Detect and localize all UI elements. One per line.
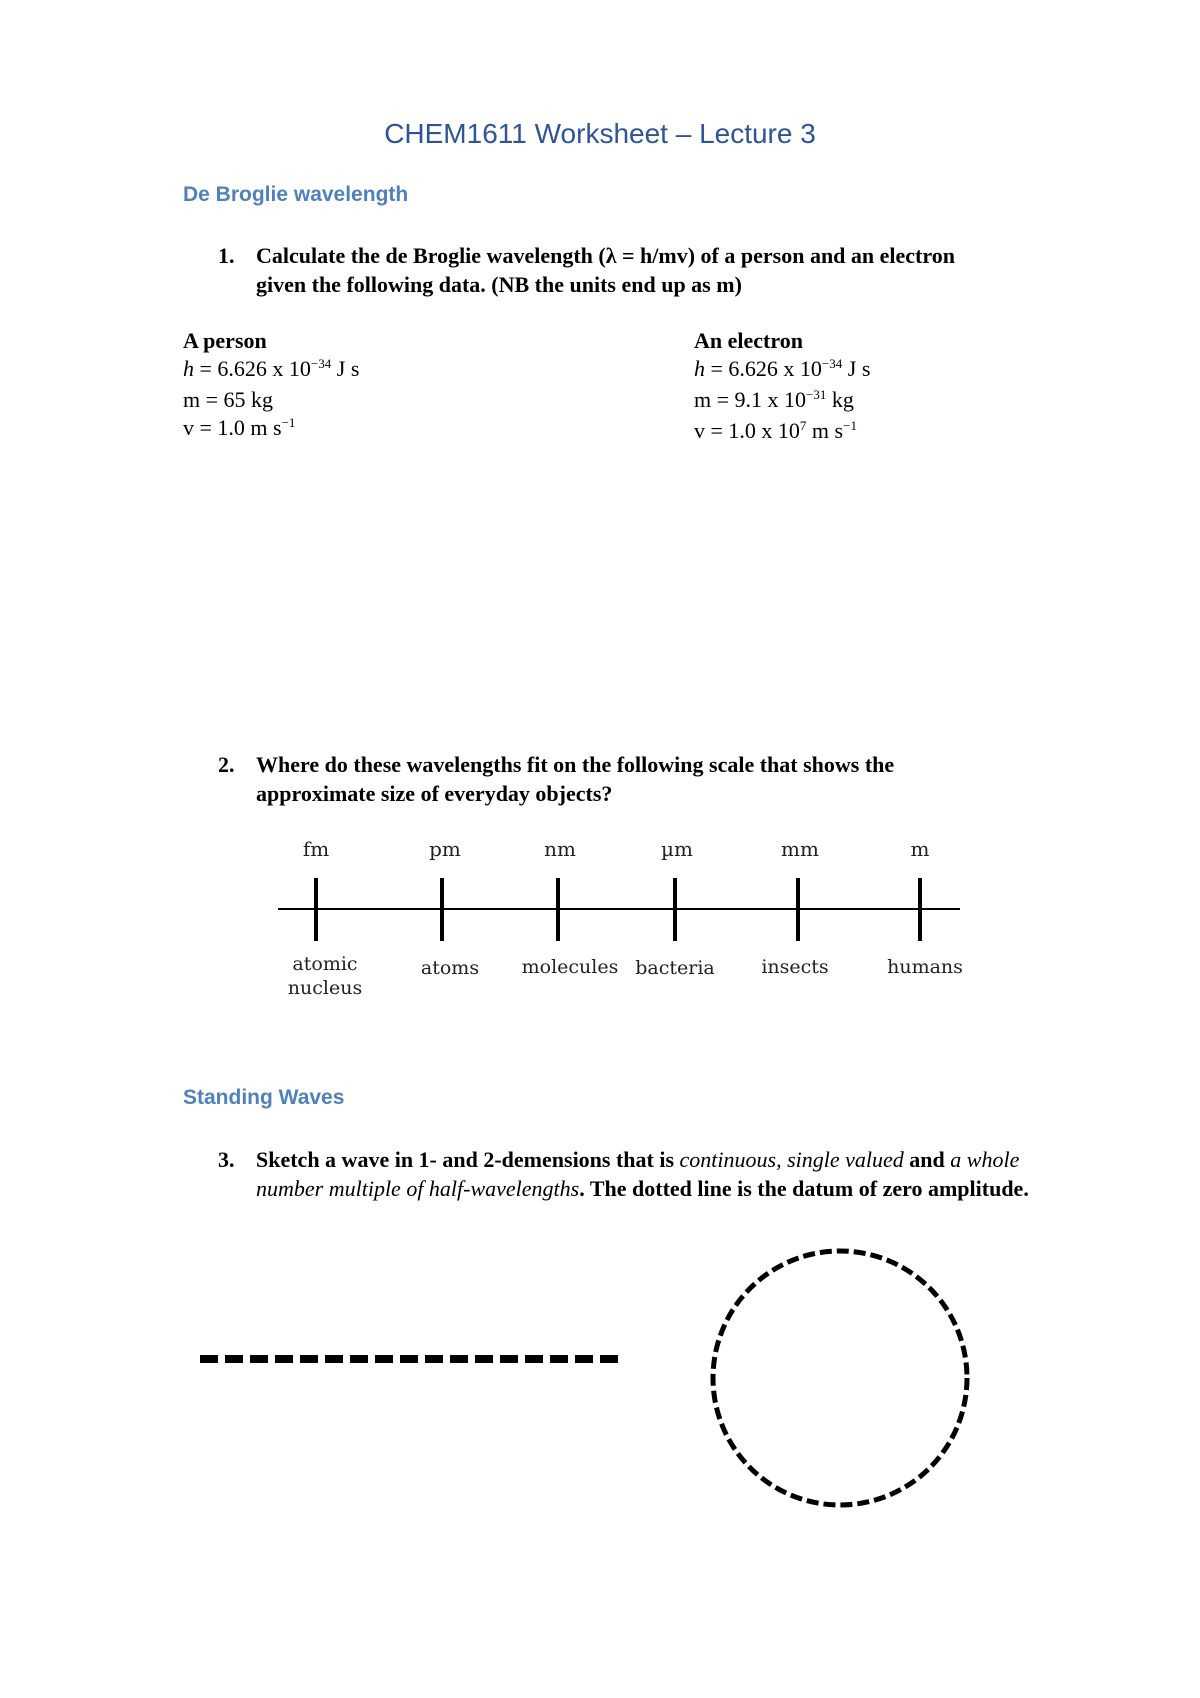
scale-object-molecules: molecules	[521, 956, 619, 978]
scale-object-atomic-nucleus: atomic nucleus	[287, 953, 363, 999]
electron-h-unit: J s	[842, 356, 871, 381]
person-m: m = 65 kg	[183, 387, 274, 412]
question-1-line-1: Calculate the de Broglie wavelength (λ = h/mv) of a person and an electron	[256, 243, 955, 268]
question-3-number: 3.	[218, 1147, 235, 1172]
scale-unit-pm: pm	[429, 837, 461, 861]
question-3-italic-2: a whole number multiple of half-wavelengths	[256, 1147, 1020, 1201]
question-2-number: 2.	[218, 752, 235, 777]
scale-unit-mm: mm	[781, 837, 819, 861]
scale-unit-um: µm	[661, 837, 693, 861]
datum-circle-2d	[713, 1251, 967, 1505]
person-heading: A person	[183, 328, 267, 353]
question-3-text-part-2: and	[903, 1147, 951, 1172]
electron-v-exponent-2: −1	[843, 418, 857, 433]
scale-unit-fm: fm	[302, 837, 330, 861]
scale-unit-m: m	[910, 837, 930, 861]
electron-v-exponent: 7	[799, 418, 807, 433]
question-2-line-1: Where do these wavelengths fit on the following scale that shows the	[256, 752, 895, 777]
question-3-italic-1: continuous, single valued	[679, 1147, 904, 1172]
question-3-text-part-3: . The dotted line is the datum of zero amplitude.	[579, 1176, 1029, 1201]
person-v-exponent: −1	[281, 415, 296, 430]
electron-heading: An electron	[694, 328, 803, 353]
electron-h-symbol: h	[694, 356, 705, 381]
scale-object-atoms: atoms	[420, 957, 480, 979]
person-h-exponent: −34	[310, 356, 332, 371]
question-3-text-part-1: Sketch a wave in 1- and 2-demensions that is	[256, 1147, 680, 1172]
section-heading-standing-waves: Standing Waves	[183, 1086, 345, 1109]
person-v-value: v = 1.0 m s	[183, 415, 282, 440]
scale-object-bacteria: bacteria	[635, 957, 715, 979]
question-2-line-2: approximate size of everyday objects?	[256, 781, 613, 806]
question-1-number: 1.	[218, 243, 235, 268]
person-h-value: = 6.626 x 10	[194, 356, 311, 381]
electron-h-value: = 6.626 x 10	[705, 356, 822, 381]
scale-object-insects: insects	[761, 956, 829, 978]
scale-object-humans: humans	[887, 956, 963, 978]
electron-v-unit: m s	[806, 418, 844, 443]
page-title: CHEM1611 Worksheet – Lecture 3	[384, 118, 816, 149]
electron-h-exponent: −34	[821, 356, 843, 371]
electron-v-value: v = 1.0 x 10	[694, 418, 800, 443]
electron-m-exponent: −31	[806, 387, 827, 402]
electron-m-value: m = 9.1 x 10	[694, 387, 807, 412]
scale-unit-nm: nm	[544, 837, 576, 861]
person-h-unit: J s	[331, 356, 360, 381]
electron-m-unit: kg	[826, 387, 854, 412]
question-1-line-2: given the following data. (NB the units end up as m)	[256, 272, 742, 297]
person-h-symbol: h	[183, 356, 194, 381]
section-heading-de-broglie: De Broglie wavelength	[183, 183, 409, 206]
